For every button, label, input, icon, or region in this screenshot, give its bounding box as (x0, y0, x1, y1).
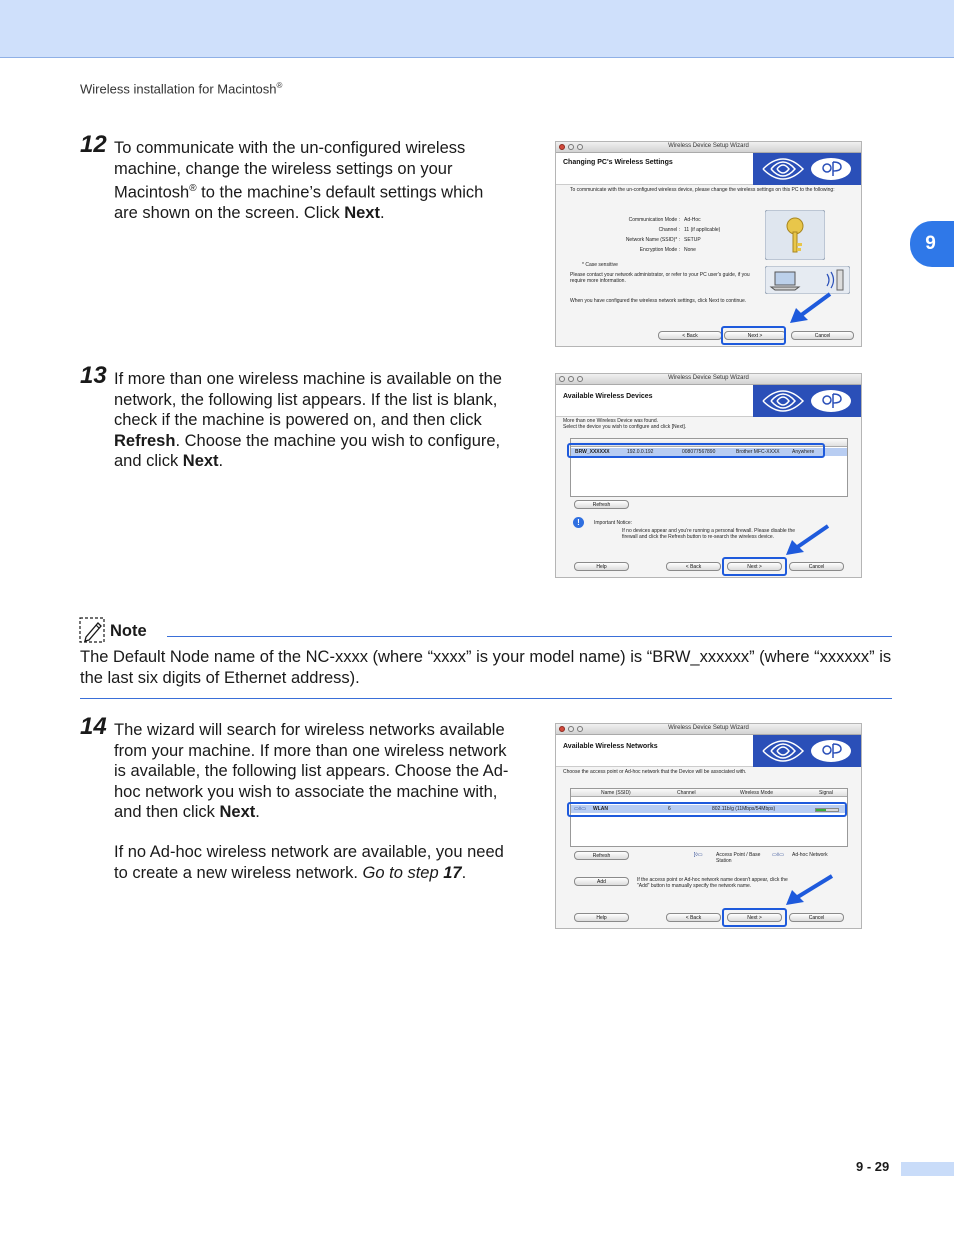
dialog-title: Available Wireless Networks (563, 743, 658, 750)
network-ssid: WLAN (593, 806, 608, 812)
device-mac: 008077567890 (682, 449, 716, 455)
next-button-highlight (722, 557, 787, 576)
next-button-highlight (721, 326, 786, 345)
contact-text: Please contact your network administrator, or refer to your PC user's guide, if you require more information. (570, 272, 750, 284)
cancel-button[interactable]: Cancel (791, 331, 854, 340)
legend-access-point: Access Point / Base Station (716, 852, 761, 864)
top-band (0, 0, 954, 58)
registered-mark: ® (276, 81, 283, 90)
back-button[interactable]: < Back (666, 913, 721, 922)
note-body: The Default Node name of the NC-xxxx (where “xxxx” is your model name) is “BRW_xxxxxx” (where “xxxxxx” is the last six digits of Ethernet address). (80, 648, 892, 687)
dialog-title: Available Wireless Devices (563, 393, 653, 400)
next-button[interactable]: Next > (724, 331, 786, 340)
step-14-text: The wizard will search for wireless networks available from your machine. If more than one wireless network is available, the following list appears. Choose the Ad-hoc network you wish to associate the machine with, and then click Next. (114, 721, 509, 821)
screenshot-available-wireless-devices (555, 373, 862, 578)
network-channel: 6 (668, 806, 671, 812)
window-titlebar (556, 374, 861, 385)
note-rule-bottom (80, 698, 892, 699)
device-ip: 192.0.0.192 (627, 449, 654, 455)
col-name-ssid: Name (SSID) (601, 790, 631, 796)
back-button[interactable]: < Back (666, 562, 721, 571)
next-button-highlight (722, 908, 787, 927)
window-titlebar (556, 724, 861, 735)
network-row-highlight (567, 802, 847, 817)
laptop-wireless-icon (765, 266, 850, 294)
chapter-tab: 9 (910, 221, 954, 267)
wireless-logo-icon (753, 385, 861, 417)
pointer-arrow-icon (784, 524, 830, 558)
note-title: Note (110, 622, 147, 640)
device-model: Brother MFC-XXXX (736, 449, 780, 455)
label-communication-mode: Communication Mode : (628, 217, 680, 223)
step-number-14: 14 (80, 713, 107, 740)
label-encryption: Encryption Mode : (639, 247, 680, 253)
access-point-icon: ]◊▭ (694, 852, 703, 858)
notice-label: Important Notice: (594, 520, 633, 526)
window-titlebar (556, 142, 861, 153)
pointer-arrow-icon (784, 874, 834, 908)
pointer-arrow-icon (788, 292, 832, 326)
value-communication-mode: Ad-Hoc (684, 217, 701, 223)
step-13-text: If more than one wireless machine is available on the network, the following list appears. If the list is blank, check if the machine is powered on, and then click Refresh. Choose the machine you wish to configure, and click Next. (114, 370, 502, 470)
running-header-text: Wireless installation for Macintosh (80, 81, 277, 97)
when-done-text: When you have configured the wireless network settings, click Next to continue. (570, 298, 747, 304)
adhoc-legend-icon: ▭◊▭ (772, 852, 784, 858)
step-number-13: 13 (80, 362, 107, 389)
intro-text: To communicate with the un-configured wireless device, please change the wireless settings on this PC to the following: (570, 187, 835, 193)
intro-text: Choose the access point or Ad-hoc network that the Device will be associated with. (563, 769, 747, 775)
next-button[interactable]: Next > (727, 913, 782, 922)
network-list[interactable] (570, 788, 848, 847)
window-title: Wireless Device Setup Wizard (668, 725, 749, 731)
page-number: 9 - 29 (856, 1159, 890, 1174)
adhoc-network-icon: ▭◊▭ (574, 806, 586, 812)
case-note: * Case sensitive (582, 262, 618, 268)
wizard-banner (556, 735, 861, 767)
add-button[interactable]: Add (574, 877, 629, 886)
info-icon: ! (573, 517, 584, 528)
next-button[interactable]: Next > (727, 562, 782, 571)
dialog-title: Changing PC's Wireless Settings (563, 159, 673, 166)
screenshot-available-wireless-networks (555, 723, 862, 929)
refresh-button[interactable]: Refresh (574, 851, 629, 860)
intro-text-1: More than one Wireless Device was found. (563, 418, 659, 424)
device-location: Anywhere (792, 449, 815, 455)
refresh-button[interactable]: Refresh (574, 500, 629, 509)
screenshot-pc-wireless-settings (555, 141, 862, 347)
note-pencil-icon (79, 617, 105, 643)
wireless-logo-icon (753, 153, 861, 185)
network-mode: 802.11b/g (11Mbps/54Mbps) (712, 806, 776, 812)
note-rule-top (167, 636, 892, 637)
notice-line-1: If no devices appear and you're running a personal firewall. Please disable the (622, 528, 796, 534)
window-title: Wireless Device Setup Wizard (668, 375, 749, 381)
key-icon (765, 210, 825, 260)
wireless-logo-icon (753, 735, 861, 767)
label-ssid: Network Name (SSID)* : (625, 237, 680, 243)
step-number-12: 12 (80, 131, 107, 158)
page-tab (901, 1162, 954, 1176)
back-button[interactable]: < Back (658, 331, 722, 340)
col-channel: Channel (677, 790, 696, 796)
help-button[interactable]: Help (574, 562, 629, 571)
col-signal: Signal (819, 790, 833, 796)
col-wireless-mode: Wireless Mode (740, 790, 774, 796)
cancel-button[interactable]: Cancel (789, 562, 844, 571)
value-ssid: SETUP (684, 237, 701, 243)
legend-adhoc: Ad-hoc Network (792, 852, 828, 858)
wizard-banner (556, 153, 861, 185)
notice-line-2: firewall and click the Refresh button to re-search the wireless device. (622, 534, 775, 540)
cancel-button[interactable]: Cancel (789, 913, 844, 922)
wizard-banner (556, 385, 861, 417)
add-note-text: If the access point or Ad-hoc network name doesn't appear, click the "Add" button to manually specify the network name. (637, 877, 788, 889)
running-header (80, 81, 282, 96)
value-channel: 11 (if applicable) (684, 227, 721, 233)
device-row-highlight (567, 443, 825, 458)
window-title: Wireless Device Setup Wizard (668, 143, 749, 149)
label-channel: Channel : (658, 227, 680, 233)
help-button[interactable]: Help (574, 913, 629, 922)
intro-text-2: Select the device you wish to configure and click [Next]. (563, 424, 687, 430)
value-encryption: None (684, 247, 696, 253)
step-14-text-2: If no Ad-hoc wireless network are available, you need to create a new wireless network. Go to step 17. (114, 843, 504, 882)
step-12-text: To communicate with the un-configured wireless machine, change the wireless settings on your Macintosh® to the machine’s default settings which are shown on the screen. Click Next. (114, 139, 484, 222)
device-node-name: BRW_XXXXXX (575, 449, 610, 455)
